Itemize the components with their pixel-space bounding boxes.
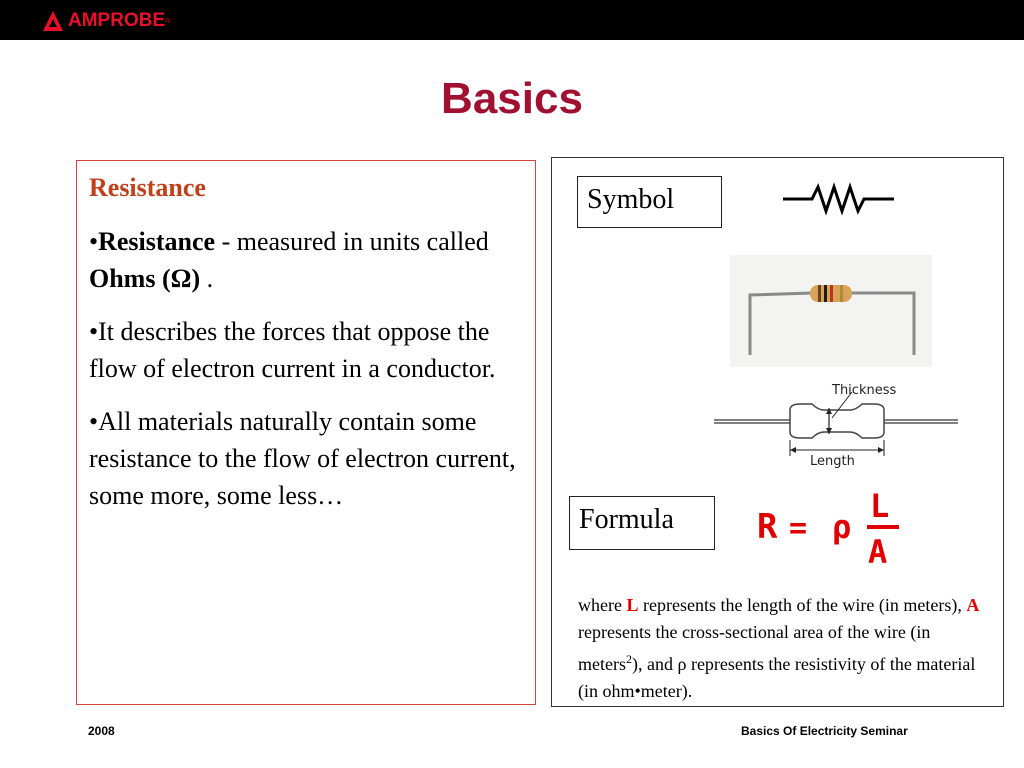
amprobe-triangle-logo-icon	[42, 10, 64, 32]
brand-name: AMPROBE	[68, 10, 166, 31]
formula-numerator: L	[870, 487, 890, 525]
formula-explanation	[578, 592, 998, 705]
left-content-box	[76, 160, 536, 705]
thickness-label: Thickness	[832, 383, 897, 398]
bullet-materials-text: All materials naturally contain some resistance to the flow of electron current, some more, some less…	[89, 407, 516, 510]
explanation-text-3: represents the cross-sectional area of the wire (in meters	[578, 622, 931, 674]
variable-L: L	[626, 595, 639, 615]
definition-end: .	[200, 264, 214, 293]
definition-text: - measured in units called	[215, 227, 489, 256]
resistance-formula	[755, 483, 915, 573]
variable-A: A	[966, 595, 980, 615]
explanation-text-1: where	[578, 595, 627, 615]
formula-fraction-bar	[867, 525, 899, 529]
brand-mark: ®	[165, 17, 171, 25]
footer-year: 2008	[88, 724, 115, 738]
top-bar	[0, 0, 1024, 40]
formula-denominator: A	[868, 533, 888, 571]
formula-equals: =	[789, 511, 808, 546]
symbol-label-box: Symbol	[577, 176, 722, 228]
bullet-forces: •It describes the forces that oppose the flow of electron current in a conductor.	[89, 317, 496, 383]
slide-title: Basics	[441, 74, 583, 123]
superscript-2: 2	[625, 652, 632, 666]
length-label: Length	[810, 454, 855, 469]
bullet-resistance-definition: •Resistance - measured in units called Ohms (Ω) .	[89, 227, 489, 293]
bullet-forces-text: It describes the forces that oppose the flow of electron current in a conductor.	[89, 317, 496, 383]
resistor-symbol-icon	[780, 180, 900, 220]
footer-seminar-title: Basics Of Electricity Seminar	[741, 724, 908, 738]
brand-logo	[42, 8, 170, 34]
bullet-materials: •All materials naturally contain some resistance to the flow of electron current, some more, some less…	[89, 407, 516, 510]
formula-rho: ρ	[832, 508, 852, 546]
resistor-photo	[730, 255, 932, 367]
resistance-term: Resistance	[98, 227, 216, 256]
explanation-text-4: ), and ρ represents the resistivity of the material (in ohm•meter).	[578, 654, 976, 701]
explanation-text-2: represents the length of the wire (in meters),	[638, 595, 967, 615]
resistor-dimension-diagram	[712, 380, 962, 470]
formula-label-box: Formula	[569, 496, 715, 550]
formula-lhs: R	[757, 507, 778, 547]
ohms-unit: Ohms (Ω)	[89, 264, 201, 293]
section-heading: Resistance	[89, 173, 206, 202]
